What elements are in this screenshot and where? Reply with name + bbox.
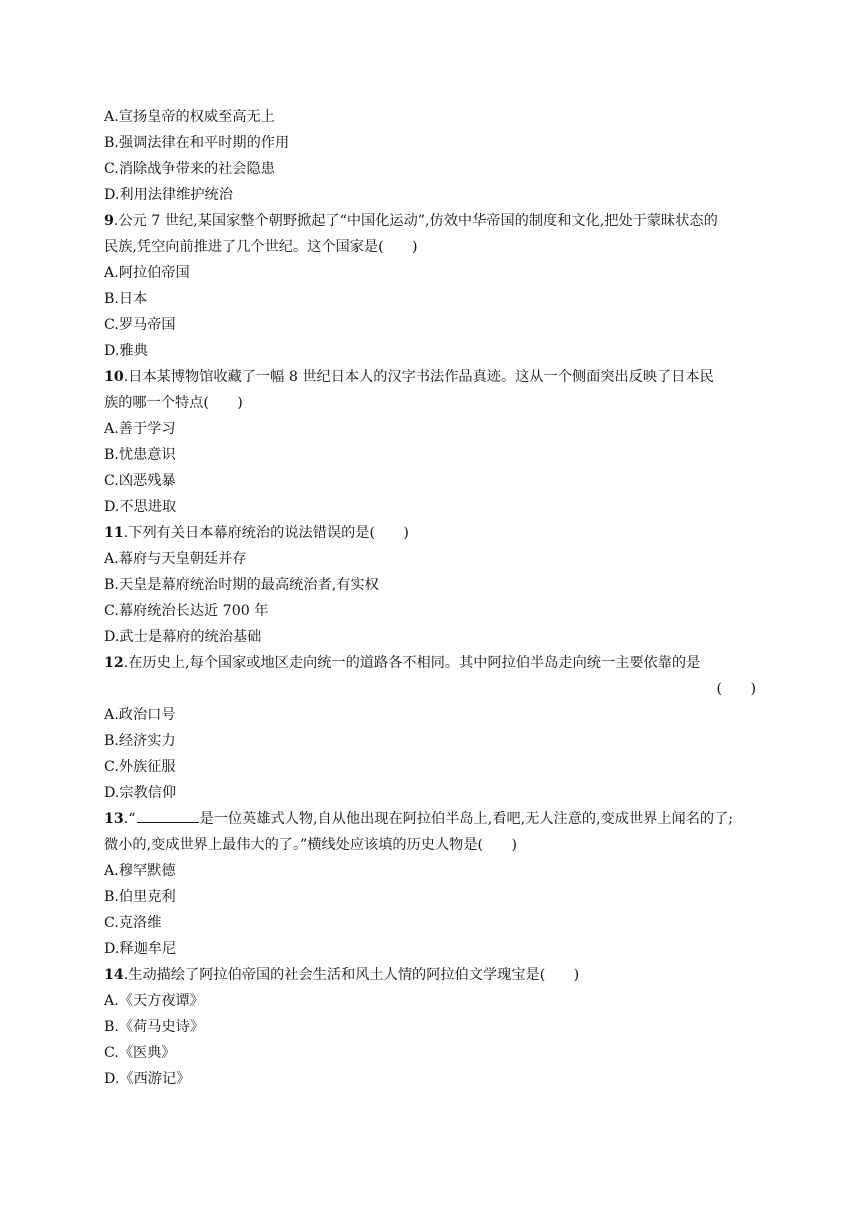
- option-b: B.经济实力: [104, 733, 176, 749]
- option-d: D.不思进取: [104, 499, 177, 515]
- option-c: C.外族征服: [104, 759, 176, 775]
- question-stem: 9.公元 7 世纪,某国家整个朝野掀起了“中国化运动”,仿效中华帝国的制度和文化,把处于蒙昧状态的: [104, 213, 718, 229]
- question-stem: 10.日本某博物馆收藏了一幅 8 世纪日本人的汉字书法作品真迹。这从一个侧面突出反映了日本民: [104, 369, 714, 385]
- option-c: C.《医典》: [104, 1045, 176, 1061]
- option-d: D.利用法律维护统治: [104, 187, 233, 203]
- option-d: D.宗教信仰: [104, 785, 177, 801]
- option-a: A.善于学习: [104, 421, 176, 437]
- option-c: C.凶恶残暴: [104, 473, 176, 489]
- question-stem: 14.生动描绘了阿拉伯帝国的社会生活和风土人情的阿拉伯文学瑰宝是( ): [104, 967, 580, 983]
- option-b: B.忧患意识: [104, 447, 176, 463]
- option-c: C.罗马帝国: [104, 317, 176, 333]
- option-d: D.武士是幕府的统治基础: [104, 629, 262, 645]
- option-a: A.宣扬皇帝的权威至高无上: [104, 109, 275, 125]
- option-c: C.幕府统治长达近 700 年: [104, 603, 269, 619]
- option-b: B.天皇是幕府统治时期的最高统治者,有实权: [104, 577, 379, 593]
- option-a: A.阿拉伯帝国: [104, 265, 190, 281]
- option-a: A.幕府与天皇朝廷并存: [104, 551, 247, 567]
- option-d: D.释迦牟尼: [104, 941, 177, 957]
- option-c: C.克洛维: [104, 915, 162, 931]
- option-d: D.雅典: [104, 343, 148, 359]
- option-b: B.强调法律在和平时期的作用: [104, 135, 290, 151]
- question-stem-cont: 民族,凭空向前推进了几个世纪。这个国家是( ): [104, 239, 418, 255]
- option-a: A.《天方夜谭》: [104, 993, 204, 1009]
- option-b: B.日本: [104, 291, 148, 307]
- question-stem-cont: 族的哪一个特点( ): [104, 395, 243, 411]
- option-a: A.穆罕默德: [104, 863, 176, 879]
- question-stem: 13.“ 是一位英雄式人物,自从他出现在阿拉伯半岛上,看吧,无人注意的,变成世界上闻名的了;: [104, 806, 758, 832]
- option-b: B.伯里克利: [104, 889, 176, 905]
- question-list: [104, 104, 758, 1092]
- fill-in-blank: [137, 808, 199, 823]
- option-b: B.《荷马史诗》: [104, 1019, 205, 1035]
- question-stem: 11.下列有关日本幕府统治的说法错误的是( ): [104, 525, 409, 541]
- question-stem: 12.在历史上,每个国家或地区走向统一的道路各不相同。其中阿拉伯半岛走向统一主要依靠的是: [104, 655, 701, 671]
- question-stem-cont: 微小的,变成世界上最伟大的了。”横线处应该填的历史人物是( ): [104, 837, 517, 853]
- answer-parentheses: ( ): [716, 681, 756, 697]
- option-d: D.《西游记》: [104, 1071, 191, 1087]
- option-a: A.政治口号: [104, 707, 176, 723]
- option-c: C.消除战争带来的社会隐患: [104, 161, 275, 177]
